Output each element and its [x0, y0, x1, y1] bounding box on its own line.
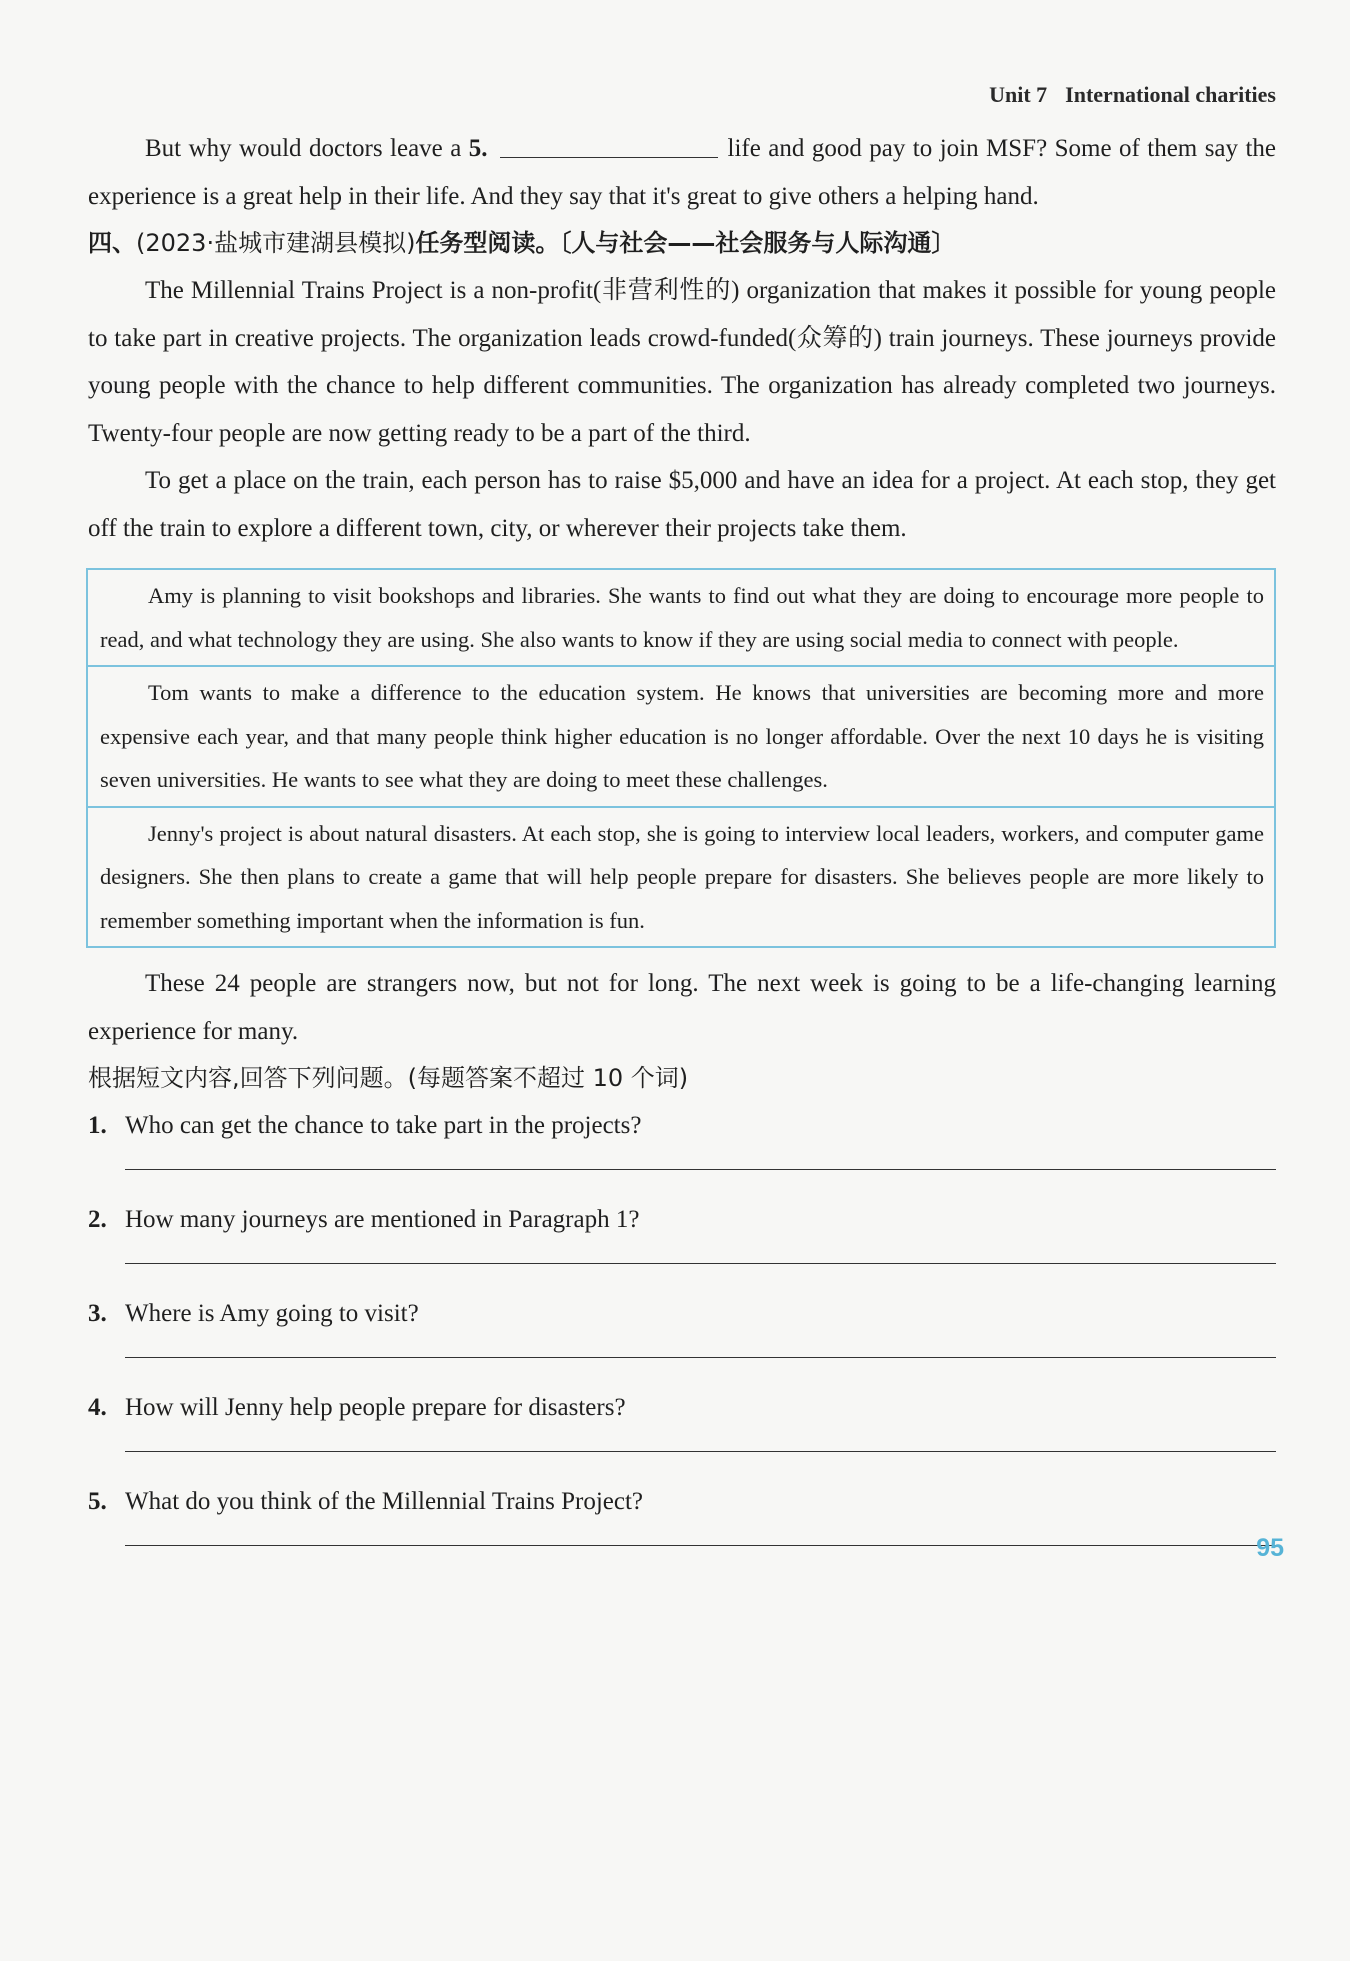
question-item: [88, 1478, 1276, 1546]
question-item: [88, 1196, 1276, 1264]
section-number: 四、: [88, 229, 136, 257]
fill-in-blank[interactable]: [500, 133, 718, 158]
question-number: 2.: [88, 1206, 107, 1233]
question-item: [88, 1290, 1276, 1358]
answer-line[interactable]: [125, 1357, 1276, 1358]
question-list: [88, 1102, 1276, 1546]
question-text: Who can get the chance to take part in the projects?: [125, 1112, 642, 1139]
project-tom: Tom wants to make a difference to the education system. He knows that universities are becoming more and more expensive each year, and that many people think higher education is no longer affordable. Over the next 10 days he is visiting seven universities. He wants to see what they are doing to meet these challenges.: [88, 665, 1274, 806]
question-instruction: 根据短文内容,回答下列问题。(每题答案不超过 10 个词): [88, 1064, 689, 1092]
unit-label: Unit 7: [989, 82, 1048, 107]
project-box: [86, 568, 1276, 948]
running-header: [989, 82, 1276, 108]
project-amy: Amy is planning to visit bookshops and libraries. She wants to find out what they are doing to encourage more people to read, and what technology they are using. She also wants to know if they are using social media to connect with people.: [100, 583, 1264, 652]
question-number: 4.: [88, 1394, 107, 1421]
section-source: (2023·盐城市建湖县模拟): [136, 229, 416, 257]
passage-paragraph-1: The Millennial Trains Project is a non-profit(非营利性的) organization that makes it possible for young people to take part in creative projects. The organization leads crowd-funded(众筹的) train journeys. These journeys provide young people with the chance to help different communities. The organization has already completed two journeys. Twenty-four people are now getting ready to be a part of the third.: [88, 277, 1276, 447]
intro-paragraph: [88, 125, 1276, 220]
question-text: How many journeys are mentioned in Paragraph 1?: [125, 1206, 640, 1233]
intro-after-blank: life and good pay to join MSF? Some of them say the experience is a great help in their life. And they say that it's great to give others a helping hand.: [88, 135, 1277, 210]
section-theme: 〔人与社会——社会服务与人际沟通〕: [559, 229, 956, 257]
unit-title: International charities: [1065, 82, 1276, 107]
answer-line[interactable]: [125, 1169, 1276, 1170]
question-number: 1.: [88, 1112, 107, 1139]
question-text: Where is Amy going to visit?: [125, 1300, 419, 1327]
blank-number: 5.: [468, 135, 488, 162]
question-number: 3.: [88, 1300, 107, 1327]
section-type: 任务型阅读。: [415, 229, 560, 257]
question-text: What do you think of the Millennial Trains Project?: [125, 1488, 643, 1515]
page-content: [88, 125, 1276, 1572]
answer-line[interactable]: [125, 1451, 1276, 1452]
intro-before-blank: But why would doctors leave a: [145, 135, 462, 162]
passage-paragraph-2: To get a place on the train, each person has to raise $5,000 and have an idea for a project. At each stop, they get off the train to explore a different town, city, or wherever their projects take them.: [88, 467, 1276, 542]
project-jenny: Jenny's project is about natural disasters. At each stop, she is going to interview local leaders, workers, and computer game designers. She then plans to create a game that will help people prepare for disasters. She believes people are more likely to remember something important when the information is fun.: [88, 806, 1274, 947]
question-item: [88, 1384, 1276, 1452]
question-number: 5.: [88, 1488, 107, 1515]
question-item: [88, 1102, 1276, 1170]
passage-paragraph-3: These 24 people are strangers now, but not for long. The next week is going to be a life-changing learning experience for many.: [88, 970, 1276, 1045]
page-number: 95: [1256, 1534, 1284, 1562]
answer-line[interactable]: [125, 1263, 1276, 1264]
question-text: How will Jenny help people prepare for disasters?: [125, 1394, 626, 1421]
answer-line[interactable]: [125, 1545, 1276, 1546]
section-heading: [88, 220, 1276, 267]
